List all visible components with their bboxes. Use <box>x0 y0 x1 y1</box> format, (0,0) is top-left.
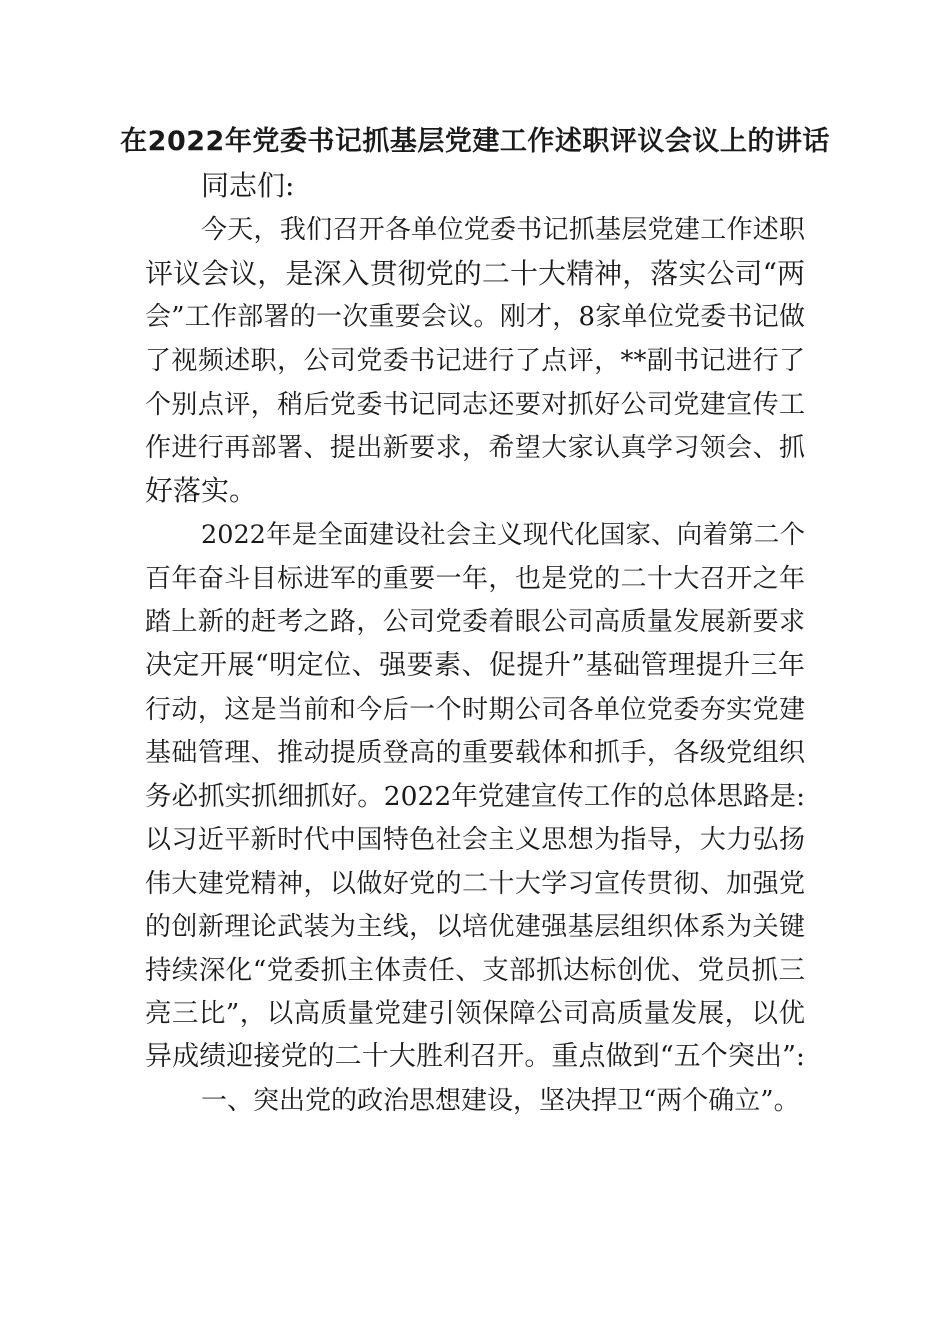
document-title: 在2022年党委书记抓基层党建工作述职评议会议上的讲话 <box>120 126 830 157</box>
salutation: 同志们: <box>201 169 295 202</box>
paragraph-2-line: 的创新理论武装为主线，以培优建强基层组织体系为关键 <box>145 912 805 942</box>
paragraph-2-line: 决定开展“明定位、强要素、促提升”基础管理提升三年 <box>145 650 805 681</box>
paragraph-1-line: 好落实。 <box>145 474 258 507</box>
paragraph-2-line: 异成绩迎接党的二十大胜利召开。重点做到“五个突出”: <box>145 1041 805 1072</box>
paragraph-2-line: 2022年是全面建设社会主义现代化国家、向着第二个 <box>201 520 805 550</box>
paragraph-1-line: 作进行再部署、提出新要求，希望大家认真学习领会、抓 <box>145 433 805 463</box>
paragraph-2-line: 百年奋斗目标进军的重要一年，也是党的二十大召开之年 <box>145 564 805 594</box>
paragraph-2-line: 亮三比”，以高质量党建引领保障公司高质量发展，以优 <box>145 998 805 1029</box>
paragraph-1-line: 个别点评，稍后党委书记同志还要对抓好公司党建宣传工 <box>145 390 805 420</box>
paragraph-1-line: 评议会议，是深入贯彻党的二十大精神，落实公司“两 <box>145 257 805 290</box>
section-heading: 一、突出党的政治思想建设，坚决捍卫“两个确立”。 <box>201 1086 800 1116</box>
paragraph-2-line: 务必抓实抓细抓好。2022年党建宣传工作的总体思路是: <box>145 781 805 812</box>
paragraph-1-line: 今天，我们召开各单位党委书记抓基层党建工作述职 <box>201 215 805 245</box>
paragraph-2-line: 踏上新的赶考之路，公司党委着眼公司高质量发展新要求 <box>145 607 805 637</box>
paragraph-2-line: 伟大建党精神，以做好党的二十大学习宣传贯彻、加强党 <box>145 869 805 899</box>
paragraph-2-line: 以习近平新时代中国特色社会主义思想为指导，大力弘扬 <box>145 825 805 855</box>
paragraph-1-line: 了视频述职，公司党委书记进行了点评，**副书记进行了 <box>145 346 805 376</box>
paragraph-2-line: 基础管理、推动提质登高的重要载体和抓手，各级党组织 <box>145 738 805 768</box>
paragraph-1-line: 会”工作部署的一次重要会议。刚才，8家单位党委书记做 <box>145 302 805 332</box>
paragraph-2-line: 行动，这是当前和今后一个时期公司各单位党委夯实党建 <box>145 695 805 725</box>
paragraph-2-line: 持续深化“党委抓主体责任、支部抓达标创优、党员抓三 <box>145 955 805 986</box>
